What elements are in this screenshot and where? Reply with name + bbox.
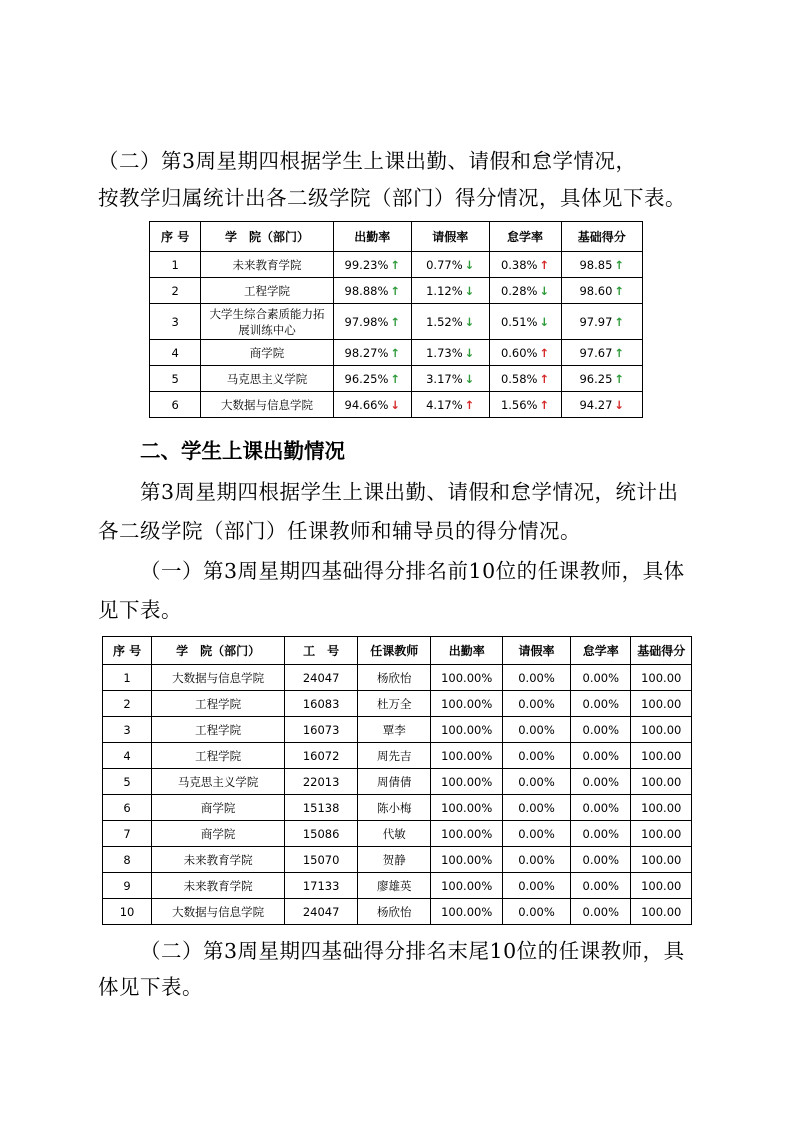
cell-no: 1 bbox=[103, 665, 152, 691]
col-header-attendance: 出勤率 bbox=[333, 222, 411, 252]
cell-leave: 0.00% bbox=[502, 665, 570, 691]
cell-leave: 0.00% bbox=[502, 847, 570, 873]
cell-truancy: 0.60% ↑ bbox=[489, 340, 561, 366]
cell-truancy: 0.00% bbox=[571, 665, 631, 691]
cell-staff-id: 16073 bbox=[285, 717, 358, 743]
cell-truancy: 0.58% ↑ bbox=[489, 366, 561, 392]
cell-score: 100.00 bbox=[631, 821, 692, 847]
table-row bbox=[103, 873, 692, 899]
col-header-teacher: 任课教师 bbox=[358, 637, 431, 665]
cell-score: 97.97 ↑ bbox=[561, 304, 642, 340]
top-teachers-table bbox=[102, 636, 692, 925]
cell-no: 9 bbox=[103, 873, 152, 899]
cell-leave: 3.17% ↓ bbox=[411, 366, 489, 392]
cell-leave: 1.52% ↓ bbox=[411, 304, 489, 340]
cell-attendance: 100.00% bbox=[431, 821, 502, 847]
table-row bbox=[103, 717, 692, 743]
table-row bbox=[150, 278, 643, 304]
cell-staff-id: 24047 bbox=[285, 665, 358, 691]
col-header-score: 基础得分 bbox=[561, 222, 642, 252]
cell-score: 100.00 bbox=[631, 899, 692, 925]
cell-no: 2 bbox=[103, 691, 152, 717]
cell-teacher: 周先吉 bbox=[358, 743, 431, 769]
col-header-truancy: 怠学率 bbox=[571, 637, 631, 665]
trend-arrow-icon: ↑ bbox=[390, 371, 401, 386]
cell-college: 马克思主义学院 bbox=[201, 366, 333, 392]
col-header-college: 学 院（部门） bbox=[152, 637, 285, 665]
cell-score: 98.60 ↑ bbox=[561, 278, 642, 304]
table-row bbox=[150, 366, 643, 392]
cell-truancy: 0.00% bbox=[571, 795, 631, 821]
cell-leave: 0.00% bbox=[502, 899, 570, 925]
cell-teacher: 陈小梅 bbox=[358, 795, 431, 821]
section-para-2-line-1: （一）第3周星期四基础得分排名前10位的任课教师，具体 bbox=[140, 559, 685, 583]
trend-arrow-icon: ↓ bbox=[464, 371, 475, 386]
cell-score: 100.00 bbox=[631, 873, 692, 899]
col-header-leave: 请假率 bbox=[411, 222, 489, 252]
table-row bbox=[103, 847, 692, 873]
cell-no: 8 bbox=[103, 847, 152, 873]
cell-staff-id: 22013 bbox=[285, 769, 358, 795]
cell-truancy: 0.00% bbox=[571, 873, 631, 899]
cell-leave: 0.77% ↓ bbox=[411, 252, 489, 278]
cell-staff-id: 15138 bbox=[285, 795, 358, 821]
cell-staff-id: 16072 bbox=[285, 743, 358, 769]
cell-score: 98.85 ↑ bbox=[561, 252, 642, 278]
section-para-1-line-2: 各二级学院（部门）任课教师和辅导员的得分情况。 bbox=[98, 519, 581, 543]
cell-college: 大学生综合素质能力拓展训练中心 bbox=[201, 304, 333, 340]
table-row bbox=[103, 743, 692, 769]
cell-truancy: 0.00% bbox=[571, 717, 631, 743]
cell-college: 工程学院 bbox=[152, 717, 285, 743]
trend-arrow-icon: ↑ bbox=[464, 397, 475, 412]
cell-attendance: 100.00% bbox=[431, 899, 502, 925]
trend-arrow-icon: ↑ bbox=[539, 257, 550, 272]
cell-college: 大数据与信息学院 bbox=[201, 392, 333, 418]
cell-college: 未来教育学院 bbox=[152, 873, 285, 899]
section-para-1-line-1: 第3周星期四根据学生上课出勤、请假和怠学情况，统计出 bbox=[140, 480, 679, 504]
col-header-leave: 请假率 bbox=[502, 637, 570, 665]
cell-truancy: 0.00% bbox=[571, 847, 631, 873]
cell-truancy: 0.28% ↓ bbox=[489, 278, 561, 304]
cell-no: 4 bbox=[150, 340, 201, 366]
trend-arrow-icon: ↑ bbox=[390, 283, 401, 298]
cell-no: 6 bbox=[103, 795, 152, 821]
cell-score: 96.25 ↑ bbox=[561, 366, 642, 392]
cell-leave: 0.00% bbox=[502, 717, 570, 743]
col-header-score: 基础得分 bbox=[631, 637, 692, 665]
trend-arrow-icon: ↑ bbox=[390, 257, 401, 272]
cell-truancy: 0.51% ↓ bbox=[489, 304, 561, 340]
cell-score: 97.67 ↑ bbox=[561, 340, 642, 366]
cell-college: 商学院 bbox=[152, 821, 285, 847]
cell-college: 商学院 bbox=[152, 795, 285, 821]
cell-leave: 0.00% bbox=[502, 769, 570, 795]
cell-teacher: 代敏 bbox=[358, 821, 431, 847]
cell-no: 2 bbox=[150, 278, 201, 304]
cell-teacher: 杜万全 bbox=[358, 691, 431, 717]
cell-attendance: 100.00% bbox=[431, 769, 502, 795]
intro-line-1: （二）第3周星期四根据学生上课出勤、请假和怠学情况， bbox=[98, 149, 637, 173]
cell-truancy: 0.00% bbox=[571, 821, 631, 847]
cell-college: 大数据与信息学院 bbox=[152, 899, 285, 925]
table-row bbox=[103, 795, 692, 821]
cell-college: 工程学院 bbox=[201, 278, 333, 304]
trend-arrow-icon: ↓ bbox=[390, 397, 401, 412]
cell-attendance: 100.00% bbox=[431, 665, 502, 691]
cell-teacher: 贺静 bbox=[358, 847, 431, 873]
trend-arrow-icon: ↓ bbox=[539, 283, 550, 298]
cell-attendance: 100.00% bbox=[431, 743, 502, 769]
cell-score: 100.00 bbox=[631, 665, 692, 691]
cell-score: 94.27 ↓ bbox=[561, 392, 642, 418]
cell-staff-id: 16083 bbox=[285, 691, 358, 717]
table-row bbox=[103, 665, 692, 691]
cell-score: 100.00 bbox=[631, 769, 692, 795]
trend-arrow-icon: ↑ bbox=[539, 397, 550, 412]
cell-teacher: 廖雄英 bbox=[358, 873, 431, 899]
cell-no: 10 bbox=[103, 899, 152, 925]
table-row bbox=[150, 392, 643, 418]
cell-score: 100.00 bbox=[631, 743, 692, 769]
cell-college: 未来教育学院 bbox=[152, 847, 285, 873]
cell-college: 商学院 bbox=[201, 340, 333, 366]
cell-no: 3 bbox=[103, 717, 152, 743]
table-row bbox=[103, 899, 692, 925]
cell-no: 5 bbox=[103, 769, 152, 795]
outro-line-1: （二）第3周星期四基础得分排名末尾10位的任课教师，具 bbox=[140, 939, 685, 963]
cell-no: 1 bbox=[150, 252, 201, 278]
trend-arrow-icon: ↑ bbox=[614, 371, 625, 386]
cell-truancy: 0.00% bbox=[571, 769, 631, 795]
trend-arrow-icon: ↑ bbox=[614, 257, 625, 272]
cell-attendance: 96.25% ↑ bbox=[333, 366, 411, 392]
intro-line-2: 按教学归属统计出各二级学院（部门）得分情况，具体见下表。 bbox=[98, 186, 686, 210]
cell-attendance: 100.00% bbox=[431, 717, 502, 743]
cell-college: 大数据与信息学院 bbox=[152, 665, 285, 691]
trend-arrow-icon: ↑ bbox=[539, 371, 550, 386]
table-row bbox=[150, 252, 643, 278]
cell-leave: 4.17% ↑ bbox=[411, 392, 489, 418]
cell-leave: 0.00% bbox=[502, 743, 570, 769]
cell-truancy: 0.00% bbox=[571, 899, 631, 925]
cell-staff-id: 17133 bbox=[285, 873, 358, 899]
cell-score: 100.00 bbox=[631, 795, 692, 821]
section-heading: 二、学生上课出勤情况 bbox=[140, 439, 345, 463]
cell-attendance: 100.00% bbox=[431, 847, 502, 873]
cell-attendance: 97.98% ↑ bbox=[333, 304, 411, 340]
cell-college: 工程学院 bbox=[152, 691, 285, 717]
col-header-no: 序 号 bbox=[103, 637, 152, 665]
cell-attendance: 100.00% bbox=[431, 795, 502, 821]
cell-attendance: 100.00% bbox=[431, 873, 502, 899]
cell-score: 100.00 bbox=[631, 717, 692, 743]
trend-arrow-icon: ↑ bbox=[539, 345, 550, 360]
trend-arrow-icon: ↑ bbox=[390, 345, 401, 360]
outro-line-2: 体见下表。 bbox=[98, 975, 203, 999]
cell-leave: 0.00% bbox=[502, 821, 570, 847]
cell-staff-id: 15086 bbox=[285, 821, 358, 847]
cell-teacher: 杨欣怡 bbox=[358, 899, 431, 925]
trend-arrow-icon: ↓ bbox=[464, 314, 475, 329]
table-row bbox=[103, 821, 692, 847]
trend-arrow-icon: ↓ bbox=[464, 345, 475, 360]
trend-arrow-icon: ↑ bbox=[614, 314, 625, 329]
col-header-staff-id: 工 号 bbox=[285, 637, 358, 665]
cell-truancy: 1.56% ↑ bbox=[489, 392, 561, 418]
cell-leave: 0.00% bbox=[502, 691, 570, 717]
trend-arrow-icon: ↓ bbox=[464, 283, 475, 298]
cell-attendance: 98.88% ↑ bbox=[333, 278, 411, 304]
cell-truancy: 0.38% ↑ bbox=[489, 252, 561, 278]
cell-leave: 0.00% bbox=[502, 873, 570, 899]
table-row bbox=[150, 340, 643, 366]
cell-leave: 0.00% bbox=[502, 795, 570, 821]
cell-score: 100.00 bbox=[631, 847, 692, 873]
cell-leave: 1.12% ↓ bbox=[411, 278, 489, 304]
college-score-table bbox=[149, 221, 643, 418]
table-row bbox=[103, 769, 692, 795]
table-header-row bbox=[150, 222, 643, 252]
cell-college: 马克思主义学院 bbox=[152, 769, 285, 795]
trend-arrow-icon: ↓ bbox=[464, 257, 475, 272]
table-row bbox=[103, 691, 692, 717]
trend-arrow-icon: ↑ bbox=[614, 283, 625, 298]
cell-college: 工程学院 bbox=[152, 743, 285, 769]
col-header-attendance: 出勤率 bbox=[431, 637, 502, 665]
trend-arrow-icon: ↑ bbox=[614, 345, 625, 360]
cell-teacher: 周倩倩 bbox=[358, 769, 431, 795]
cell-no: 3 bbox=[150, 304, 201, 340]
cell-leave: 1.73% ↓ bbox=[411, 340, 489, 366]
trend-arrow-icon: ↑ bbox=[390, 314, 401, 329]
trend-arrow-icon: ↓ bbox=[539, 314, 550, 329]
cell-attendance: 100.00% bbox=[431, 691, 502, 717]
cell-attendance: 98.27% ↑ bbox=[333, 340, 411, 366]
cell-attendance: 94.66% ↓ bbox=[333, 392, 411, 418]
cell-teacher: 杨欣怡 bbox=[358, 665, 431, 691]
section-para-2-line-2: 见下表。 bbox=[98, 598, 182, 622]
cell-score: 100.00 bbox=[631, 691, 692, 717]
cell-attendance: 99.23% ↑ bbox=[333, 252, 411, 278]
cell-no: 7 bbox=[103, 821, 152, 847]
cell-truancy: 0.00% bbox=[571, 691, 631, 717]
cell-staff-id: 24047 bbox=[285, 899, 358, 925]
col-header-no: 序 号 bbox=[150, 222, 201, 252]
cell-staff-id: 15070 bbox=[285, 847, 358, 873]
cell-teacher: 覃李 bbox=[358, 717, 431, 743]
col-header-truancy: 怠学率 bbox=[489, 222, 561, 252]
cell-no: 6 bbox=[150, 392, 201, 418]
col-header-college: 学 院（部门） bbox=[201, 222, 333, 252]
table-header-row bbox=[103, 637, 692, 665]
table-row bbox=[150, 304, 643, 340]
cell-college: 未来教育学院 bbox=[201, 252, 333, 278]
cell-no: 5 bbox=[150, 366, 201, 392]
cell-truancy: 0.00% bbox=[571, 743, 631, 769]
trend-arrow-icon: ↓ bbox=[614, 397, 625, 412]
cell-no: 4 bbox=[103, 743, 152, 769]
